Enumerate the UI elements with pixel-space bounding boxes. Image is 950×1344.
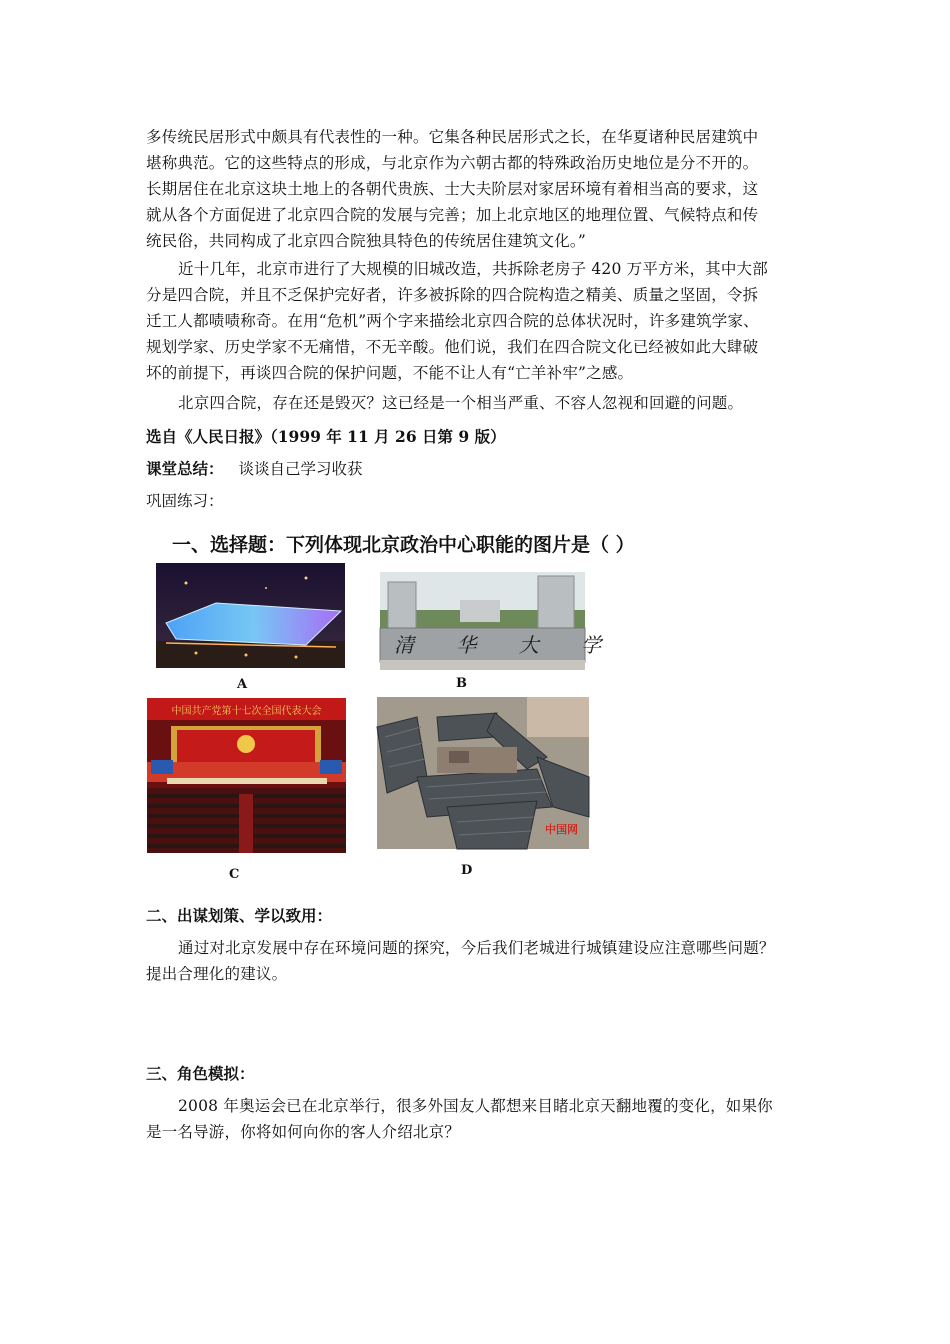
photo-c-congress-hall [147,698,346,853]
text-line: 多传统民居形式中颇具有代表性的一种。它集各种民居形式之长，在华夏诸种民居建筑中 [146,128,759,146]
text-line: 2008 年奥运会已在北京举行，很多外国友人都想来目睹北京天翻地覆的变化，如果你 [178,1097,773,1115]
text-line: 长期居住在北京这块土地上的各朝代贵族、士大夫阶层对家居环境有着相当高的要求，这 [146,180,759,198]
text-line: 分是四合院，并且不乏保护完好者，许多被拆除的四合院构造之精美、质量之坚固，令拆 [146,286,759,304]
congress-banner-text: 中国共产党第十七次全国代表大会 [171,706,322,717]
text-line: 就从各个方面促进了北京四合院的发展与完善；加上北京地区的地理位置、气候特点和传 [146,206,759,224]
text-line: 迁工人都啧啧称奇。在用“危机”两个字来描绘北京四合院的总体状况时，许多建筑学家、 [146,312,759,330]
question1-title: 一、选择题：下列体现北京政治中心职能的图片是（ ） [172,534,635,556]
text-line: 坏的前提下，再谈四合院的保护问题，不能不让人有“亡羊补牢”之感。 [146,364,634,382]
caption-b: B [456,676,467,691]
summary-label: 课堂总结： [146,459,224,478]
photo-d-siheyuan [377,697,589,849]
text-line: 提出合理化的建议。 [146,965,288,983]
text-line: 统民俗，共同构成了北京四合院独具特色的传统居住建筑文化。” [146,232,586,250]
question-paragraph [146,390,810,416]
practice-label: 巩固练习： [146,492,224,510]
section2-body [146,935,810,987]
caption-a: A [237,677,248,692]
text-line: 堪称典范。它的这些特点的形成，与北京作为六朝古都的特殊政治历史地位是分不开的。 [146,154,759,172]
demolition-paragraph [146,256,810,386]
text-line: 近十几年，北京市进行了大规模的旧城改造，共拆除老房子 420 万平方米，其中大部 [178,260,768,278]
gate-sign-text: 清 华 大 学 [394,633,620,657]
source-citation: 选自《人民日报》（1999 年 11 月 26 日第 9 版） [146,427,506,446]
summary-text: 谈谈自己学习收获 [238,460,363,478]
text-line: 是一名导游，你将如何向你的客人介绍北京？ [146,1123,461,1141]
photo-b-tsinghua-gate [380,572,620,670]
text-line: 通过对北京发展中存在环境问题的探究，今后我们老城进行城镇建设应注意哪些问题？ [178,939,775,957]
china-net-watermark: 中国网 [545,823,578,836]
caption-c: C [229,867,240,882]
text-line: 规划学家、历史学家不无痛惜，不无辛酸。他们说，我们在四合院文化已经被如此大肆破 [146,338,759,356]
class-summary [146,456,362,482]
text-line: 北京四合院，存在还是毁灭？这已经是一个相当严重、不容人忽视和回避的问题。 [178,394,744,412]
section3-heading: 三、角色模拟： [146,1064,255,1083]
section2-heading: 二、出谋划策、学以致用： [146,906,333,925]
section3-body [146,1093,810,1145]
intro-paragraph [146,124,810,254]
photo-a-water-cube [156,563,345,668]
caption-d: D [461,863,473,878]
